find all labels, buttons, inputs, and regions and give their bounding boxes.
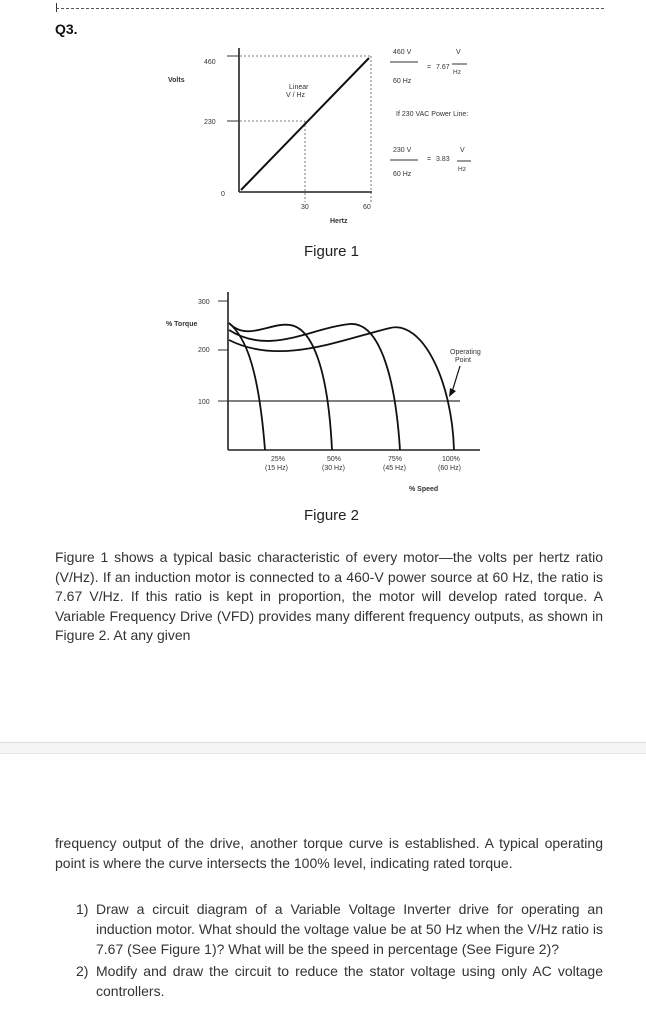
figure-1 [0, 40, 646, 240]
figure-2-caption: Figure 2 [304, 507, 360, 524]
fig2-operating-arrow-shaft [452, 366, 460, 392]
figure-2 [0, 280, 646, 500]
ratio1-denominator: 60 Hz [393, 78, 412, 85]
ratio2-value: 3.83 [436, 156, 450, 163]
fig1-y-tick-230: 230 [204, 119, 216, 126]
ratio2-equals: = [427, 156, 432, 163]
question-item-1 [76, 899, 603, 959]
ratio2-numerator: 230 V [393, 147, 412, 154]
fig2-x-tick-50-hz: (30 Hz) [322, 465, 345, 472]
ratio1-value: 7.67 [436, 64, 450, 71]
ratio2-unit-den: Hz [458, 166, 466, 173]
fig2-x-tick-75-pct: 75% [388, 456, 403, 463]
fig2-x-tick-100-pct: 100% [442, 456, 460, 463]
question-list [76, 899, 603, 1003]
question-item-2 [76, 961, 603, 1001]
ratio1-unit-den: Hz [453, 69, 461, 76]
fig2-x-axis-label: % Speed [409, 486, 439, 493]
fig2-x-tick-50-pct: 50% [327, 456, 342, 463]
question-label: Q3. [55, 21, 78, 37]
fig2-y-tick-100: 100 [198, 399, 210, 406]
fig2-x-tick-25-hz: (15 Hz) [265, 465, 288, 472]
figure-2-svg [0, 280, 646, 500]
fig1-x-axis-label: Hertz [330, 218, 348, 225]
fig1-y-tick-0: 0 [221, 191, 225, 198]
fig2-y-tick-300: 300 [198, 299, 210, 306]
fig2-x-tick-75-hz: (45 Hz) [383, 465, 406, 472]
ratio1-equals: = [427, 64, 432, 71]
paragraph-2: frequency output of the drive, another torque curve is established. A typical operating point is where the curve intersects the 100% level, indicating rated torque. [55, 835, 603, 871]
fig1-line-label-1: Linear [289, 84, 309, 91]
fig2-y-axis-label: % Torque [166, 321, 198, 328]
question-number-2: 2) [76, 963, 89, 979]
fig2-curve-30hz [229, 323, 332, 450]
fig2-x-tick-25-pct: 25% [271, 456, 286, 463]
fig1-y-axis-label: Volts [168, 77, 185, 84]
question-number-1: 1) [76, 901, 89, 917]
fig1-x-tick-60: 60 [363, 204, 371, 211]
fig2-operating-label-2: Point [455, 357, 471, 364]
question-text-2: Modify and draw the circuit to reduce the stator voltage using only AC voltage controllers. [96, 963, 603, 999]
ratio1-unit-num: V [456, 49, 461, 56]
ratio1-numerator: 460 V [393, 49, 412, 56]
fig2-operating-label-1: Operating [450, 349, 481, 356]
fig1-line-note: If 230 VAC Power Line: [396, 111, 469, 118]
paragraph-1: Figure 1 shows a typical basic characteristic of every motor—the volts per hertz ratio (V/Hz). If an induction motor is connected to a 460-V power source at 60 Hz, the ratio is 7.67 V/Hz. If this ratio is kept in proportion, the motor will develop rated torque. A Variable Frequency Drive (VFD) provides many different frequency outputs, as shown in Figure 2. At any given [55, 549, 603, 643]
fig2-x-tick-100-hz: (60 Hz) [438, 465, 461, 472]
question-text-1: Draw a circuit diagram of a Variable Voltage Inverter drive for operating an induction motor. What should the voltage value be at 50 Hz when the V/Hz ratio is 7.67 (See Figure 1)? What will be the speed in percentage (See Figure 2)? [96, 901, 603, 957]
fig2-curve-45hz [229, 324, 400, 450]
fig1-x-tick-30: 30 [301, 204, 309, 211]
fig1-y-tick-460: 460 [204, 59, 216, 66]
figure-1-svg [0, 40, 646, 240]
fig2-operating-arrow-head [449, 388, 456, 397]
fig2-y-tick-200: 200 [198, 347, 210, 354]
fig1-line-label-2: V / Hz [286, 92, 306, 99]
ratio2-denominator: 60 Hz [393, 171, 412, 178]
top-dashed-rule [56, 8, 604, 9]
figure-1-caption: Figure 1 [304, 243, 360, 260]
ratio2-unit-num: V [460, 147, 465, 154]
page-break [0, 742, 646, 754]
